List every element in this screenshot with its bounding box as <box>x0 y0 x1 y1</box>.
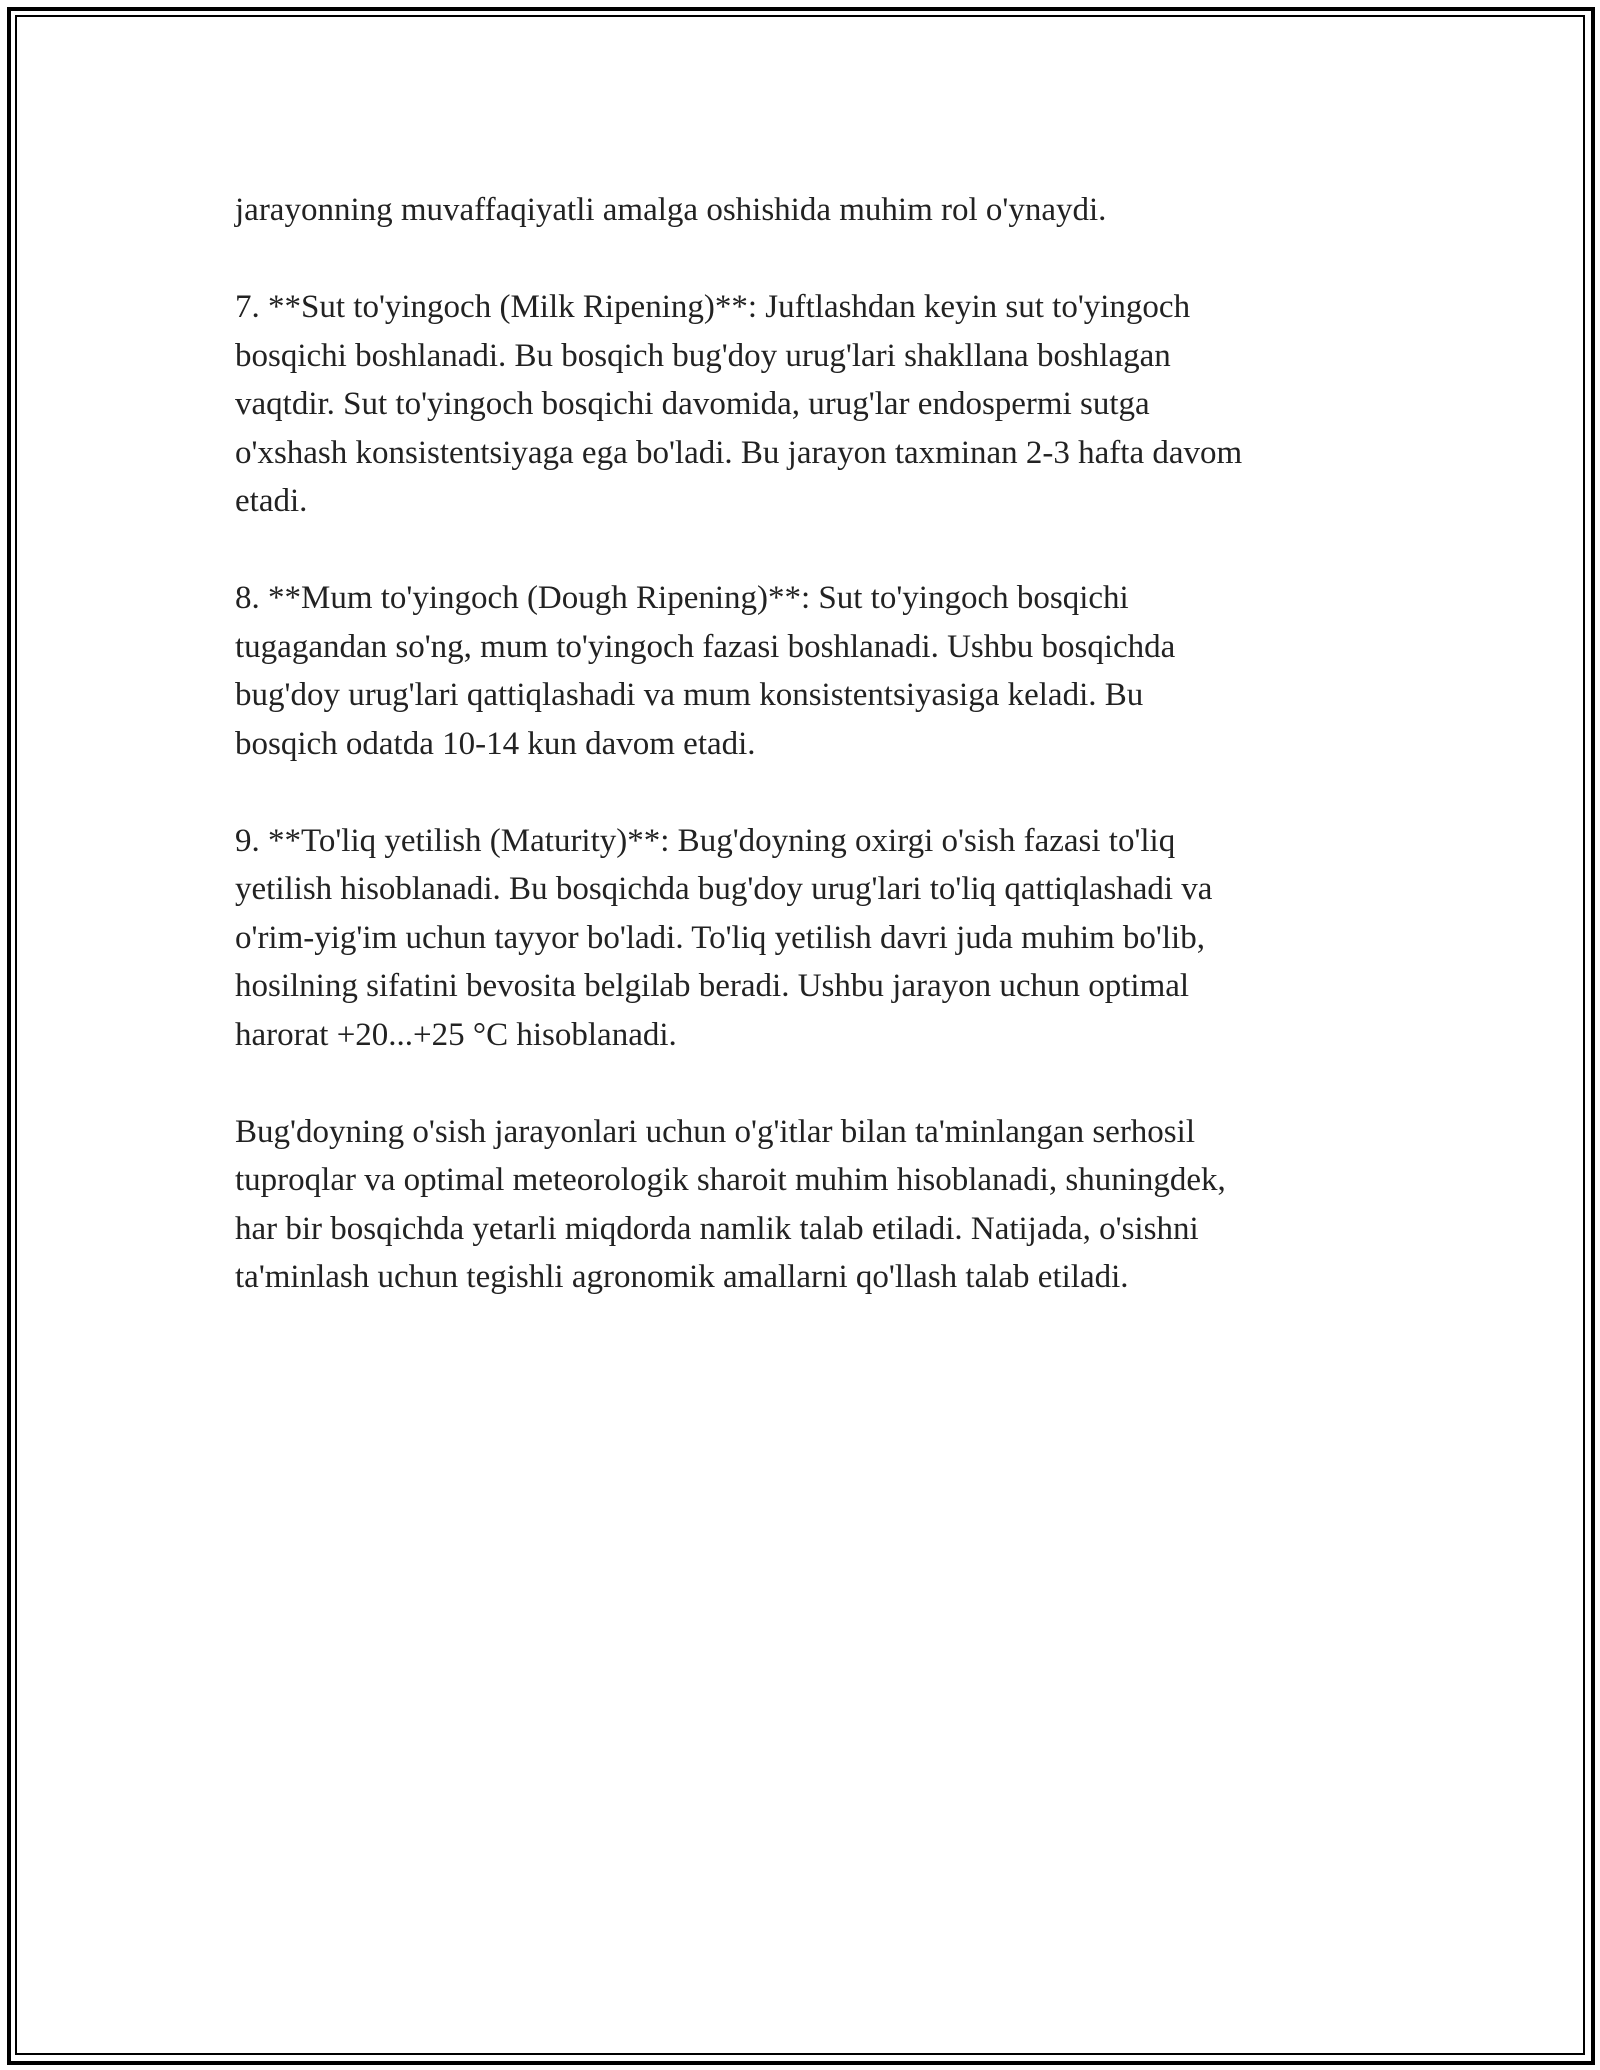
document-body <box>235 186 1395 1350</box>
paragraph-milk-ripening: 7. **Sut to'yingoch (Milk Ripening)**: Juftlashdan keyin sut to'yingoch bosqichi boshlanadi. Bu bosqich bug'doy urug'lari shakllana boshlagan vaqtdir. Sut to'yingoch bosqichi davomida, urug'lar endospermi sutga o'xshash konsistentsiyaga ega bo'ladi. Bu jarayon taxminan 2-3 hafta davom etadi. <box>235 289 1243 519</box>
paragraph-conclusion: Bug'doyning o'sish jarayonlari uchun o'g'itlar bilan ta'minlangan serhosil tuproqlar va optimal meteorologik sharoit muhim hisoblanadi, shuningdek, har bir bosqichda yetarli miqdorda namlik talab etiladi. Natijada, o'sishni ta'minlash uchun tegishli agronomik amallarni qo'llash talab etiladi. <box>235 1113 1226 1295</box>
paragraph-maturity: 9. **To'liq yetilish (Maturity)**: Bug'doyning oxirgi o'sish fazasi to'liq yetilish hisoblanadi. Bu bosqichda bug'doy urug'lari to'liq qattiqlashadi va o'rim-yig'im uchun tayyor bo'ladi. To'liq yetilish davri juda muhim bo'lib, hosilning sifatini bevosita belgilab beradi. Ushbu jarayon uchun optimal harorat +20...+25 °C hisoblanadi. <box>235 822 1213 1053</box>
paragraph-continuation: jarayonning muvaffaqiyatli amalga oshishida muhim rol o'ynaydi. <box>235 192 1107 228</box>
paragraph-dough-ripening: 8. **Mum to'yingoch (Dough Ripening)**: Sut to'yingoch bosqichi tugagandan so'ng, mum to'yingoch fazasi boshlanadi. Ushbu bosqichda bug'doy urug'lari qattiqlashadi va mum konsistentsiyasiga keladi. Bu bosqich odatda 10-14 kun davom etadi. <box>235 580 1176 762</box>
